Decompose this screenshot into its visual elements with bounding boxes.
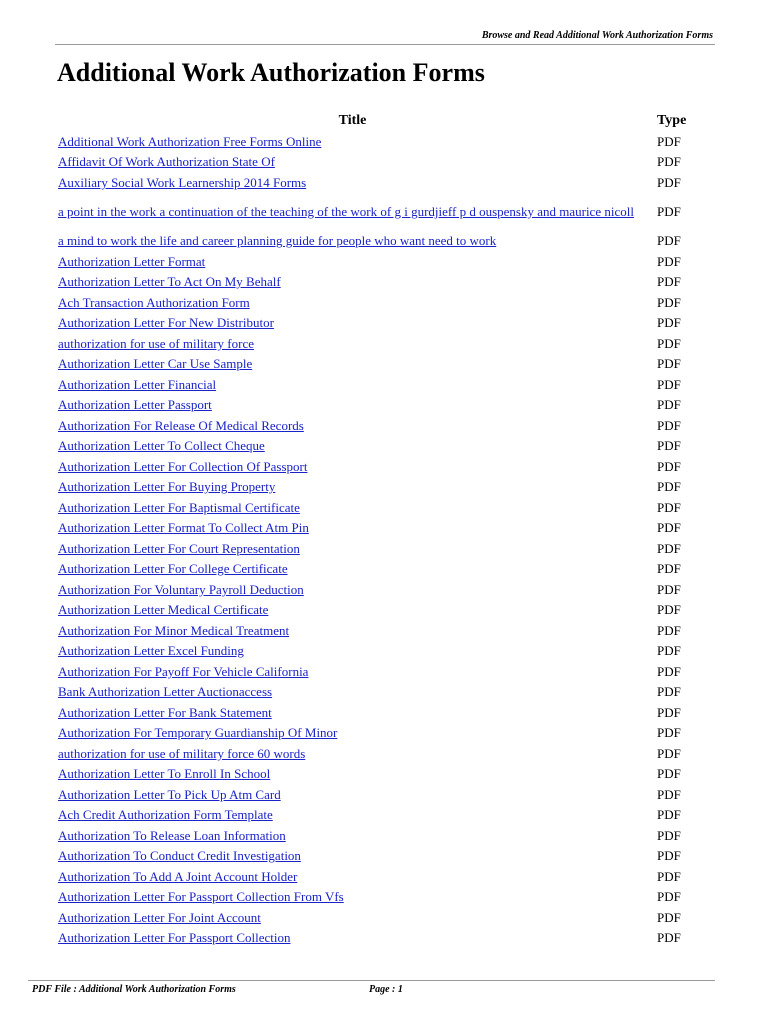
title-cell — [56, 928, 649, 949]
type-cell: PDF — [657, 335, 681, 351]
type-cell: PDF — [657, 704, 681, 720]
type-cell: PDF — [657, 889, 681, 905]
document-link[interactable]: Authorization Letter For Baptismal Certificate — [58, 499, 300, 515]
type-cell: PDF — [657, 356, 681, 372]
table-header-row — [56, 111, 717, 131]
table-row — [56, 251, 717, 272]
documents-table — [56, 111, 717, 948]
table-row — [56, 907, 717, 928]
table-row — [56, 292, 717, 313]
table-row — [56, 497, 717, 518]
table-row — [56, 702, 717, 723]
type-cell: PDF — [657, 479, 681, 495]
title-cell — [56, 251, 649, 272]
table-row — [56, 661, 717, 682]
title-cell — [56, 152, 649, 173]
document-link[interactable]: Authorization For Payoff For Vehicle California — [58, 663, 309, 679]
document-link[interactable]: Authorization Letter For New Distributor — [58, 315, 274, 331]
title-cell — [56, 518, 649, 539]
title-cell — [56, 131, 649, 152]
table-row — [56, 784, 717, 805]
title-cell — [56, 333, 649, 354]
title-cell — [56, 907, 649, 928]
table-row — [56, 764, 717, 785]
title-cell — [56, 641, 649, 662]
type-cell: PDF — [657, 848, 681, 864]
title-cell — [56, 292, 649, 313]
document-link[interactable]: Authorization Letter For Court Representation — [58, 540, 300, 556]
type-cell: PDF — [657, 868, 681, 884]
type-cell: PDF — [657, 643, 681, 659]
title-cell — [56, 272, 649, 293]
type-cell: PDF — [657, 253, 681, 269]
table-row — [56, 600, 717, 621]
type-cell: PDF — [657, 561, 681, 577]
title-cell — [56, 579, 649, 600]
document-link[interactable]: Authorization Letter Format — [58, 253, 206, 269]
document-link[interactable]: a point in the work a continuation of the teaching of the work of g i gurdjieff p d ouspensky and maurice nicoll — [58, 204, 634, 219]
title-cell — [56, 784, 649, 805]
type-cell: PDF — [657, 133, 681, 149]
document-link[interactable]: Authorization Letter For Collection Of Passport — [58, 458, 308, 474]
table-row — [56, 825, 717, 846]
type-cell: PDF — [657, 458, 681, 474]
document-link[interactable]: authorization for use of military force 60 words — [58, 745, 306, 761]
table-row — [56, 805, 717, 826]
title-cell — [56, 887, 649, 908]
type-cell: PDF — [657, 827, 681, 843]
document-link[interactable]: Authorization Letter Car Use Sample — [58, 356, 253, 372]
title-cell — [56, 395, 649, 416]
footer-divider — [28, 980, 715, 981]
document-link[interactable]: Authorization Letter For Joint Account — [58, 909, 261, 925]
document-link[interactable]: Authorization To Conduct Credit Investigation — [58, 848, 301, 864]
table-row — [56, 887, 717, 908]
type-cell: PDF — [657, 438, 681, 454]
document-link[interactable]: Ach Credit Authorization Form Template — [58, 807, 273, 823]
type-cell: PDF — [657, 581, 681, 597]
document-link[interactable]: Authorization Letter To Pick Up Atm Card — [58, 786, 281, 802]
document-link[interactable]: Authorization Letter Financial — [58, 376, 217, 392]
type-cell: PDF — [657, 499, 681, 515]
table-row — [56, 152, 717, 173]
type-cell: PDF — [657, 663, 681, 679]
table-row — [56, 272, 717, 293]
table-row — [56, 723, 717, 744]
type-cell: PDF — [657, 540, 681, 556]
document-link[interactable]: Authorization For Temporary Guardianship Of Minor — [58, 725, 338, 741]
table-row — [56, 579, 717, 600]
title-column-header: Title — [338, 113, 367, 128]
type-cell: PDF — [657, 204, 681, 219]
footer-page-number: Page : 1 — [369, 984, 403, 995]
document-link[interactable]: Authorization For Voluntary Payroll Deduction — [58, 581, 304, 597]
table-row — [56, 477, 717, 498]
running-header: Browse and Read Additional Work Authorization Forms — [481, 30, 713, 41]
title-cell — [56, 764, 649, 785]
type-cell: PDF — [657, 602, 681, 618]
title-cell — [56, 866, 649, 887]
title-cell — [56, 354, 649, 375]
title-cell — [56, 846, 649, 867]
document-link[interactable]: Affidavit Of Work Authorization State Of — [58, 154, 275, 170]
title-cell — [56, 436, 649, 457]
page-title: Additional Work Authorization Forms — [57, 58, 485, 87]
title-cell — [56, 743, 649, 764]
type-column-header: Type — [657, 113, 687, 128]
document-link[interactable]: Authorization Letter For Bank Statement — [58, 704, 272, 720]
document-link[interactable]: Authorization To Add A Joint Account Holder — [58, 868, 298, 884]
document-link[interactable]: authorization for use of military force — [58, 335, 255, 351]
document-link[interactable]: Auxiliary Social Work Learnership 2014 Forms — [58, 174, 307, 190]
table-row — [56, 928, 717, 949]
type-cell: PDF — [657, 684, 681, 700]
table-row — [56, 354, 717, 375]
type-cell: PDF — [657, 376, 681, 392]
title-cell — [56, 172, 649, 193]
title-cell — [56, 456, 649, 477]
title-cell — [56, 231, 649, 252]
document-link[interactable]: Authorization Letter Medical Certificate — [58, 602, 269, 618]
title-cell — [56, 193, 649, 231]
type-cell: PDF — [657, 154, 681, 170]
type-cell: PDF — [657, 397, 681, 413]
table-row — [56, 743, 717, 764]
type-cell: PDF — [657, 745, 681, 761]
type-cell: PDF — [657, 725, 681, 741]
document-link[interactable]: Authorization Letter Format To Collect Atm Pin — [58, 520, 309, 536]
type-cell: PDF — [657, 417, 681, 433]
document-link[interactable]: Authorization Letter For College Certificate — [58, 561, 288, 577]
table-row — [56, 682, 717, 703]
document-link[interactable]: Authorization Letter Passport — [58, 397, 212, 413]
table-row — [56, 641, 717, 662]
table-row — [56, 374, 717, 395]
document-link[interactable]: Additional Work Authorization Free Forms Online — [58, 133, 322, 149]
type-cell: PDF — [657, 233, 681, 249]
document-link[interactable]: Authorization Letter For Passport Collection From Vfs — [58, 889, 344, 905]
table-row — [56, 518, 717, 539]
title-cell — [56, 682, 649, 703]
type-cell: PDF — [657, 930, 681, 946]
title-cell — [56, 805, 649, 826]
type-cell: PDF — [657, 622, 681, 638]
type-cell: PDF — [657, 909, 681, 925]
type-cell: PDF — [657, 766, 681, 782]
type-cell: PDF — [657, 520, 681, 536]
title-cell — [56, 661, 649, 682]
title-cell — [56, 497, 649, 518]
document-link[interactable]: Authorization Letter To Collect Cheque — [58, 438, 265, 454]
title-cell — [56, 559, 649, 580]
title-cell — [56, 477, 649, 498]
title-cell — [56, 415, 649, 436]
title-cell — [56, 723, 649, 744]
document-link[interactable]: Authorization Letter For Buying Property — [58, 479, 276, 495]
type-cell: PDF — [657, 807, 681, 823]
title-cell — [56, 702, 649, 723]
table-row — [56, 436, 717, 457]
document-link[interactable]: Authorization Letter Excel Funding — [58, 643, 244, 659]
table-row — [56, 415, 717, 436]
table-row — [56, 313, 717, 334]
title-cell — [56, 600, 649, 621]
document-link[interactable]: a mind to work the life and career planning guide for people who want need to work — [58, 233, 497, 249]
title-cell — [56, 825, 649, 846]
type-cell: PDF — [657, 274, 681, 290]
table-row — [56, 846, 717, 867]
title-cell — [56, 620, 649, 641]
document-link[interactable]: Authorization Letter For Passport Collection — [58, 930, 291, 946]
table-row — [56, 131, 717, 152]
table-row — [56, 333, 717, 354]
document-link[interactable]: Authorization Letter To Act On My Behalf — [58, 274, 281, 290]
table-row — [56, 538, 717, 559]
type-cell: PDF — [657, 315, 681, 331]
table-row — [56, 193, 717, 231]
header-divider — [55, 44, 715, 45]
type-cell: PDF — [657, 786, 681, 802]
document-link[interactable]: Ach Transaction Authorization Form — [58, 294, 250, 310]
table-row — [56, 456, 717, 477]
document-link[interactable]: Authorization Letter To Enroll In School — [58, 766, 271, 782]
document-link[interactable]: Authorization To Release Loan Information — [58, 827, 286, 843]
document-link[interactable]: Authorization For Minor Medical Treatment — [58, 622, 290, 638]
type-cell: PDF — [657, 294, 681, 310]
table-row — [56, 395, 717, 416]
title-cell — [56, 374, 649, 395]
table-row — [56, 172, 717, 193]
footer-file-label: PDF File : Additional Work Authorization Forms — [32, 984, 236, 995]
document-link[interactable]: Authorization For Release Of Medical Records — [58, 417, 304, 433]
documents-table-body — [56, 131, 717, 948]
title-cell — [56, 313, 649, 334]
title-cell — [56, 538, 649, 559]
table-row — [56, 620, 717, 641]
table-row — [56, 559, 717, 580]
document-link[interactable]: Bank Authorization Letter Auctionaccess — [58, 684, 273, 700]
table-row — [56, 866, 717, 887]
table-row — [56, 231, 717, 252]
type-cell: PDF — [657, 174, 681, 190]
